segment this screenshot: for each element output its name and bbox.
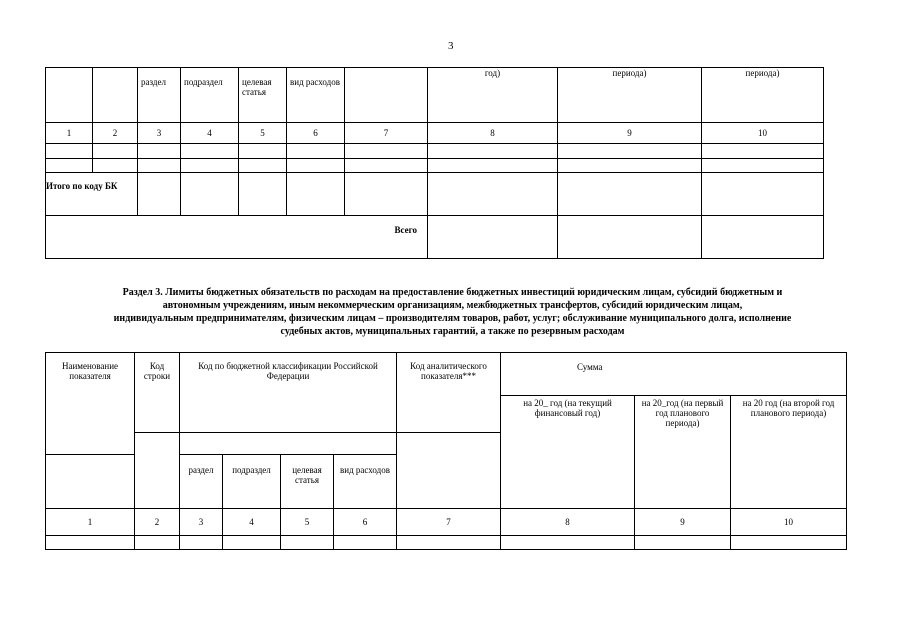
header-col8: год) <box>428 68 558 123</box>
col-number: 4 <box>181 123 239 144</box>
itogo-row <box>46 173 824 216</box>
header-col9: периода) <box>558 68 702 123</box>
col-number: 9 <box>558 123 702 144</box>
col-number: 2 <box>93 123 138 144</box>
section3-line: автономным учреждениям, иным некоммерческим организациям, межбюджетных трансфертов, субсидий юридическим лицам, <box>162 300 743 311</box>
section3-table <box>45 352 847 550</box>
header-cell-empty <box>46 455 135 509</box>
header-cell-empty <box>345 68 428 123</box>
header-vid: вид расходов <box>287 68 345 123</box>
header-year-first: на 20_год (на первый год планового периода) <box>635 396 731 509</box>
col-number: 8 <box>501 509 635 536</box>
column-numbers-row <box>46 123 824 144</box>
table-row <box>46 144 824 159</box>
col-number: 10 <box>702 123 824 144</box>
section3-line: судебных актов, муниципальных гарантий, а также по резервным расходам <box>280 326 625 337</box>
header-razdel: раздел <box>138 68 181 123</box>
col-number: 1 <box>46 509 135 536</box>
table-row <box>46 536 847 550</box>
col-number: 8 <box>428 123 558 144</box>
header-podrazdel: подраздел <box>223 455 281 509</box>
header-celevaya: целевая статья <box>239 68 287 123</box>
header-code-row: Код строки <box>135 353 180 433</box>
table-row <box>46 159 824 173</box>
itogo-label: Итого по коду БК <box>46 173 138 216</box>
col-number: 1 <box>46 123 93 144</box>
col-number: 10 <box>731 509 847 536</box>
header-cell-empty <box>180 433 397 455</box>
col-number: 7 <box>345 123 428 144</box>
vsego-row <box>46 216 824 259</box>
col-number: 4 <box>223 509 281 536</box>
header-year-current: на 20_ год (на текущий финансовый год) <box>501 396 635 509</box>
header-celevaya: целевая статья <box>281 455 334 509</box>
col-number: 7 <box>397 509 501 536</box>
col-number: 6 <box>334 509 397 536</box>
header-cell-empty <box>135 433 180 509</box>
header-year-second: на 20 год (на второй год планового периода) <box>731 396 847 509</box>
col-number: 6 <box>287 123 345 144</box>
header-cell-empty <box>397 433 501 509</box>
header-cell-empty <box>46 68 93 123</box>
page-number: 3 <box>448 40 454 52</box>
col-number: 3 <box>138 123 181 144</box>
header-vid: вид расходов <box>334 455 397 509</box>
header-cell-empty <box>93 68 138 123</box>
col-number: 5 <box>281 509 334 536</box>
header-sum: Сумма <box>501 353 847 396</box>
col-number: 3 <box>180 509 223 536</box>
column-numbers-row <box>46 509 847 536</box>
header-col10: периода) <box>702 68 824 123</box>
header-analytic: Код аналитического показателя*** <box>397 353 501 433</box>
section3-line: индивидуальным предпринимателям, физическим лицам – производителям товаров, работ, услуг; обслуживание муниципального долга, исполнение <box>113 313 792 324</box>
header-podrazdel: подраздел <box>181 68 239 123</box>
section3-heading <box>60 286 845 338</box>
vsego-label: Всего <box>46 216 428 259</box>
section3-line: Раздел 3. Лимиты бюджетных обязательств по расходам на предоставление бюджетных инвестиций юридическим лицам, субсидий бюджетным и <box>122 287 783 298</box>
header-bk-code: Код по бюджетной классификации Российской Федерации <box>180 353 397 433</box>
col-number: 5 <box>239 123 287 144</box>
col-number: 2 <box>135 509 180 536</box>
header-razdel: раздел <box>180 455 223 509</box>
col-number: 9 <box>635 509 731 536</box>
limits-table-continued <box>45 67 824 259</box>
header-name: Наименование показателя <box>46 353 135 455</box>
